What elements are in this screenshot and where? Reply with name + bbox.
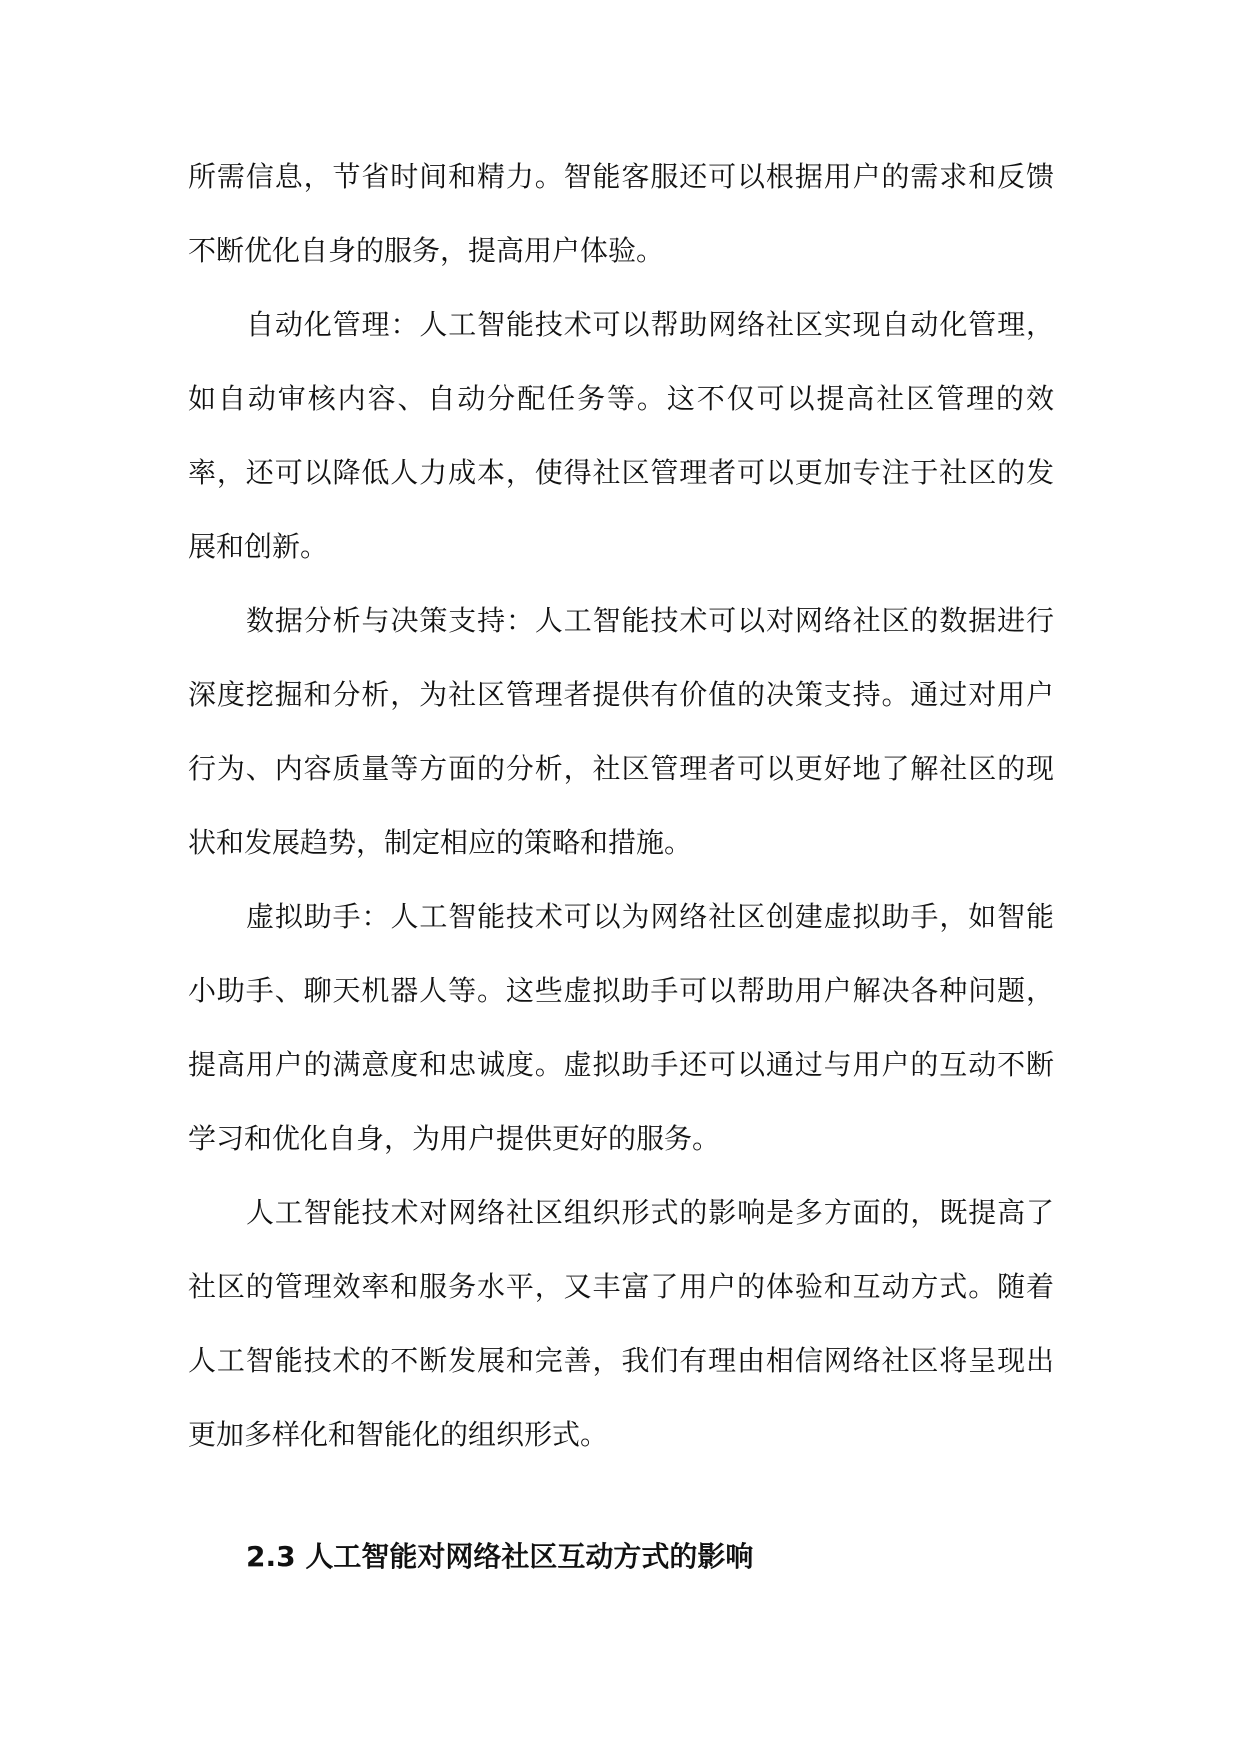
paragraph-automated-management: 自动化管理：人工智能技术可以帮助网络社区实现自动化管理，如自动审核内容、自动分配任务等。这不仅可以提高社区管理的效率，还可以降低人力成本，使得社区管理者可以更加专注于社区的发展和创新。 [188,308,1054,563]
paragraph-continuation: 所需信息，节省时间和精力。智能客服还可以根据用户的需求和反馈不断优化自身的服务，提高用户体验。 [188,160,1054,267]
paragraph-virtual-assistant: 虚拟助手：人工智能技术可以为网络社区创建虚拟助手，如智能小助手、聊天机器人等。这些虚拟助手可以帮助用户解决各种问题，提高用户的满意度和忠诚度。虚拟助手还可以通过与用户的互动不断学习和优化自身，为用户提供更好的服务。 [188,900,1054,1155]
paragraph-summary: 人工智能技术对网络社区组织形式的影响是多方面的，既提高了社区的管理效率和服务水平，又丰富了用户的体验和互动方式。随着人工智能技术的不断发展和完善，我们有理由相信网络社区将呈现出更加多样化和智能化的组织形式。 [188,1196,1054,1451]
paragraph-data-analysis: 数据分析与决策支持：人工智能技术可以对网络社区的数据进行深度挖掘和分析，为社区管理者提供有价值的决策支持。通过对用户行为、内容质量等方面的分析，社区管理者可以更好地了解社区的现状和发展趋势，制定相应的策略和措施。 [188,604,1054,859]
section-heading: 2.3 人工智能对网络社区互动方式的影响 [246,1540,754,1573]
document-body [188,140,1054,1594]
